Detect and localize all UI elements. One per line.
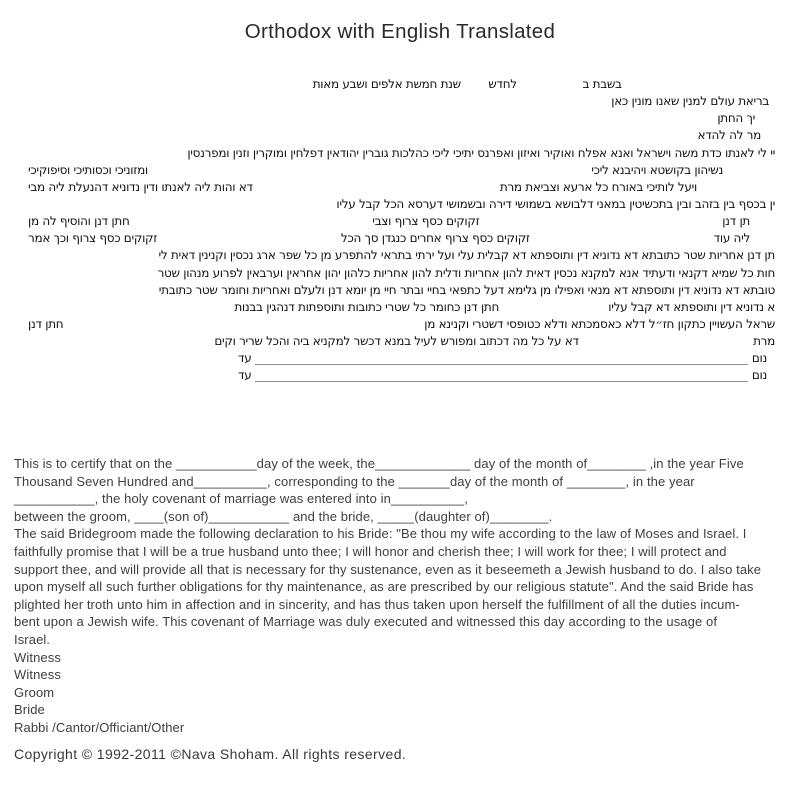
hebrew-line <box>28 334 775 351</box>
hebrew-line <box>28 368 775 385</box>
hebrew-line <box>28 146 775 163</box>
hebrew-line <box>28 111 775 128</box>
hebrew-line <box>28 283 775 300</box>
hebrew-line <box>28 231 775 248</box>
hebrew-text-fragment: יך החתן <box>717 111 755 126</box>
hebrew-line <box>28 300 775 317</box>
hebrew-text-fragment: שנת חמשת אלפים ושבע מאות <box>312 77 461 91</box>
hebrew-text-fragment: א נדוניא דין ותוספתא דא קבל עליו <box>608 299 775 314</box>
english-text-line: The said Bridegroom made the following declaration to his Bride: "Be thou my wife according to the law of Moses and Israel. I <box>14 526 747 542</box>
hebrew-line <box>28 214 775 231</box>
hebrew-text-fragment: לחדש <box>488 77 517 91</box>
hebrew-line <box>28 77 775 94</box>
hebrew-line <box>28 317 775 334</box>
hebrew-text-fragment: בריאת עולם למנין שאנו מונין כאן <box>611 94 769 109</box>
hebrew-text-fragment: זקוקים כסף צרוף אחרים כנגדן סך הכל <box>340 231 530 246</box>
hebrew-text-block <box>28 77 775 386</box>
english-text-line: ___________, the holy covenant of marriage was entered into in__________, <box>14 491 468 507</box>
hebrew-text-fragment: חתן דנן כחומר כל שטרי כתובות ותוספתות דנהגין בבנות <box>234 299 500 314</box>
signature-label-bride: Bride <box>14 702 45 718</box>
signature-label-groom: Groom <box>14 684 55 700</box>
hebrew-text-fragment: מרת <box>753 334 775 349</box>
hebrew-text-fragment: ין בכסף בין בזהב ובין בתכשיטין במאני דלבושא בשמושי דירה ובשמושי דערסא הכל קבל עליו <box>336 196 775 211</box>
english-text-line: faithfully promise that I will be a true husband unto thee; I will honor and cherish thee; I will work for thee; I will protect and <box>14 543 727 559</box>
hebrew-text-fragment: נום <box>751 368 767 383</box>
hebrew-text-fragment: תן דנן <box>722 214 750 229</box>
signature-label-rabbi-cantor-officiant-other: Rabbi /Cantor/Officiant/Other <box>14 719 185 735</box>
page-title: Orthodox with English Translated <box>244 20 556 43</box>
hebrew-line <box>28 128 775 145</box>
english-text-line: Thousand Seven Hundred and__________, corresponding to the _______day of the month of ________, in the year <box>14 473 695 489</box>
english-text-line: support thee, and will provide all that is necessary for thy sustenance, even as it beseemeth a Jewish husband to do. I also take <box>14 561 762 577</box>
hebrew-line <box>28 163 775 180</box>
signature-label-witness: Witness <box>14 649 61 665</box>
hebrew-text-fragment: דא על כל מה דכתוב ומפורש לעיל במנא דכשר למקניא ביה והכל שריר וקים <box>214 334 579 349</box>
english-text-line: Israel. <box>14 631 51 647</box>
hebrew-text-fragment: דא והות ליה לאנתו ודין נדוניא דהנעלת ליה מבי <box>28 179 253 194</box>
hebrew-text-fragment: זקוקים כסף צרוף וכך אמר <box>28 231 158 246</box>
hebrew-line <box>28 180 775 197</box>
hebrew-line <box>28 351 775 368</box>
hebrew-text-fragment: עד <box>238 368 252 383</box>
hebrew-text-fragment: עד <box>238 351 252 366</box>
hebrew-line <box>28 94 775 111</box>
hebrew-text-fragment: חתן דנן <box>28 316 64 331</box>
hebrew-text-fragment: תן דנן אחריות שטר כתובתא דא נדוניא דין ותוספתא דא קבלית עלי ועל ירתי בתראי להתפרע מן כל שפר ארג נכסין וקנינין דאית לי <box>158 248 775 263</box>
hebrew-text-fragment: מר לה להדא <box>697 128 761 143</box>
hebrew-line <box>28 248 775 265</box>
hebrew-line <box>28 266 775 283</box>
hebrew-text-fragment: בשבת ב <box>582 77 622 91</box>
hebrew-text-fragment: חתן דנן והוסיף לה מן <box>28 214 130 229</box>
hebrew-text-fragment: זקוקים כסף צרוף וצבי <box>372 214 480 229</box>
hebrew-text-fragment: טובתא דא נדוניא דין ותוספתא דא מנאי ואפילו מן גלימא דעל כתפאי בחיי ובתר חיי מן יומא דנן ולעלם ואחריות וחומר שטר כתובתי <box>158 282 775 297</box>
english-translation-block <box>14 455 790 737</box>
hebrew-text-fragment: נשיהון בקושטא ויהיבנא ליכי <box>591 162 723 177</box>
signature-label-witness: Witness <box>14 667 61 683</box>
hebrew-text-fragment: שראל העשויין כתקון חז״ל דלא כאסמכתא ודלא כטופסי דשטרי וקנינא מן <box>424 316 775 331</box>
english-text-line: bent upon a Jewish wife. This covenant of Marriage was duly executed and witnessed this day according to the usage of <box>14 614 718 630</box>
english-text-line: upon myself all such further obligations for thy maintenance, as are prescribed by our religious statute". And the said Bride has <box>14 579 754 595</box>
english-text-line: This is to certify that on the ___________day of the week, the_____________ day of the month of________ ,in the year Five <box>14 456 744 471</box>
hebrew-text-fragment: ומזוניכי וכסותיכי וסיפוקיכי <box>28 162 148 177</box>
hebrew-text-fragment: ויעל לותיכי באורח כל ארעא וצביאת מרת <box>499 179 697 194</box>
hebrew-text-fragment: ליה עוד <box>713 231 750 246</box>
english-text-line: plighted her troth unto him in affection and in sincerity, and has thus taken upon herself the fulfillment of all the duties incum- <box>14 596 740 612</box>
copyright-notice: Copyright © 1992-2011 ©Nava Shoham. All rights reserved. <box>14 746 407 762</box>
hebrew-text-fragment: חות כל שמיא דקנאי ודעתיד אנא למקנא נכסין דאית להון אחריות ודלית להון אחריות כלהון יהון אחראין וערבאין לפרוע מנהון שטר <box>157 265 775 280</box>
english-text-line: between the groom, ____(son of)___________ and the bride, _____(daughter of)________. <box>14 508 553 524</box>
witness-signature-rule[interactable] <box>255 368 747 382</box>
hebrew-text-fragment: יי לי לאנתו כדת משה וישראל ואנא אפלח ואוקיר ואיזון ואפרנס יתיכי ליכי כהלכות גוברין יהודאין דפלחין ומוקרין וזנין ומפרנסין <box>187 145 775 160</box>
hebrew-line <box>28 197 775 214</box>
witness-signature-rule[interactable] <box>255 351 747 365</box>
hebrew-text-fragment: נום <box>751 351 767 366</box>
